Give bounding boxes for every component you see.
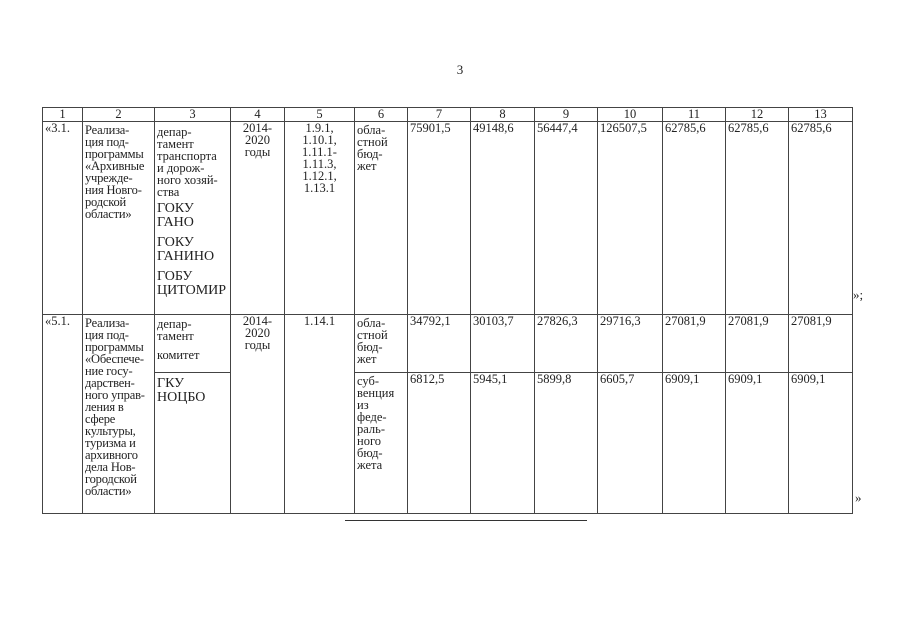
col-header: 13 bbox=[789, 108, 853, 122]
horizontal-rule bbox=[345, 520, 587, 521]
measure-name: Реализа- ция под- программы «Обеспече- ние госу- дарствен- ного управ- ления в сфере культуры, туризма и архивного дела Нов- городской области» bbox=[83, 315, 155, 514]
value-cell: 62785,6 bbox=[789, 122, 853, 315]
value-cell: 6812,5 bbox=[408, 373, 471, 514]
col-header: 11 bbox=[663, 108, 726, 122]
funding-source: обла- стной бюд- жет bbox=[355, 122, 408, 315]
value-cell: 6605,7 bbox=[598, 373, 663, 514]
value-cell: 62785,6 bbox=[726, 122, 789, 315]
executors: депар- тамент комитет bbox=[155, 315, 231, 373]
value-cell: 30103,7 bbox=[471, 315, 535, 373]
org-name: ГОКУ ГАНИНО bbox=[157, 235, 215, 264]
executors: депар- тамент транспорта и дорож- ного хозяй- ства ГОКУ ГАНО ГОКУ ГАНИНО ГОБУ ЦИТОМИР bbox=[155, 122, 231, 315]
value-cell: 27826,3 bbox=[535, 315, 598, 373]
closing-quote-mark: »; bbox=[853, 287, 864, 302]
header-row bbox=[43, 108, 853, 122]
value-cell: 6909,1 bbox=[789, 373, 853, 514]
col-header: 4 bbox=[231, 108, 285, 122]
org-name: ГОКУ ГАНО bbox=[157, 201, 194, 230]
target-codes: 1.14.1 bbox=[285, 315, 355, 514]
page-number: 3 bbox=[456, 62, 464, 77]
value-cell: 75901,5 bbox=[408, 122, 471, 315]
value-cell: 29716,3 bbox=[598, 315, 663, 373]
col-header: 7 bbox=[408, 108, 471, 122]
row-number: «3.1. bbox=[43, 122, 83, 315]
col-header: 5 bbox=[285, 108, 355, 122]
value-cell: 56447,4 bbox=[535, 122, 598, 315]
value-cell: 5899,8 bbox=[535, 373, 598, 514]
value-cell: 62785,6 bbox=[663, 122, 726, 315]
org-name: ГКУ НОЦБО bbox=[157, 376, 206, 405]
col-header: 2 bbox=[83, 108, 155, 122]
col-header: 12 bbox=[726, 108, 789, 122]
value-cell: 6909,1 bbox=[726, 373, 789, 514]
value-cell: 6909,1 bbox=[663, 373, 726, 514]
value-cell: 27081,9 bbox=[726, 315, 789, 373]
value-cell: 49148,6 bbox=[471, 122, 535, 315]
col-header: 9 bbox=[535, 108, 598, 122]
target-codes: 1.9.1, 1.10.1, 1.11.1- 1.11.3, 1.12.1, 1.13.1 bbox=[285, 122, 355, 315]
table-row bbox=[43, 315, 853, 373]
period: 2014- 2020 годы bbox=[231, 315, 285, 514]
table-row bbox=[43, 122, 853, 315]
value-cell: 5945,1 bbox=[471, 373, 535, 514]
period: 2014- 2020 годы bbox=[231, 122, 285, 315]
funding-source: обла- стной бюд- жет bbox=[355, 315, 408, 373]
executors bbox=[155, 373, 231, 514]
value-cell: 126507,5 bbox=[598, 122, 663, 315]
row-number: «5.1. bbox=[43, 315, 83, 514]
closing-quote-mark: » bbox=[855, 490, 862, 505]
table-row bbox=[43, 373, 853, 514]
col-header: 6 bbox=[355, 108, 408, 122]
col-header: 3 bbox=[155, 108, 231, 122]
value-cell: 34792,1 bbox=[408, 315, 471, 373]
funding-source: суб- венция из феде- раль- ного бюд- жета bbox=[355, 373, 408, 514]
value-cell: 27081,9 bbox=[663, 315, 726, 373]
value-cell: 27081,9 bbox=[789, 315, 853, 373]
col-header: 10 bbox=[598, 108, 663, 122]
org-name: ГОБУ ЦИТОМИР bbox=[157, 269, 227, 298]
measure-name: Реализа- ция под- программы «Архивные учрежде- ния Новго- родской области» bbox=[83, 122, 155, 315]
col-header: 1 bbox=[43, 108, 83, 122]
col-header: 8 bbox=[471, 108, 535, 122]
program-table bbox=[42, 107, 853, 514]
